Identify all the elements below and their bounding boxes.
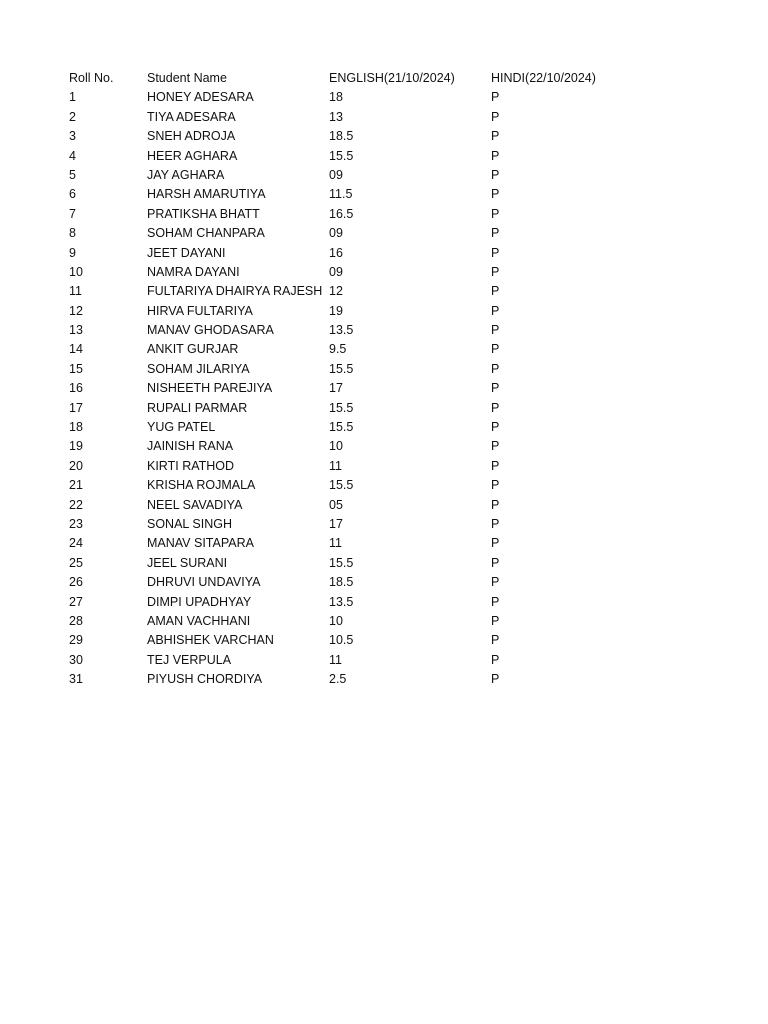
english-mark-cell: 18.5 (329, 129, 354, 144)
hindi-status-cell: P (491, 342, 500, 357)
english-mark-cell: 13 (329, 109, 343, 124)
english-mark-cell: 10.5 (329, 633, 354, 648)
english-mark-cell: 12 (329, 284, 343, 299)
header-student-name: Student Name (147, 71, 227, 85)
english-mark-cell: 11 (329, 458, 342, 473)
english-mark-cell: 15.5 (329, 478, 354, 493)
roll-no-cell: 25 (69, 555, 83, 570)
english-mark-cell: 18 (329, 90, 343, 105)
header-roll-no: Roll No. (69, 71, 114, 85)
student-name-cell: SOHAM CHANPARA (147, 226, 265, 241)
hindi-status-cell: P (491, 245, 500, 260)
student-name-cell: JAY AGHARA (147, 167, 225, 182)
english-mark-cell: 17 (329, 381, 343, 396)
english-mark-cell: 13.5 (329, 594, 354, 609)
hindi-status-cell: P (491, 226, 500, 241)
english-mark-cell: 05 (329, 497, 343, 512)
english-mark-cell: 19 (329, 303, 343, 318)
student-name-cell: HARSH AMARUTIYA (147, 187, 266, 202)
hindi-status-cell: P (491, 672, 500, 687)
english-mark-cell: 15.5 (329, 148, 354, 163)
student-name-cell: NEEL SAVADIYA (147, 497, 243, 512)
roll-no-cell: 28 (69, 613, 83, 628)
roll-no-cell: 31 (69, 672, 83, 687)
hindi-status-cell: P (491, 400, 500, 415)
hindi-status-cell: P (491, 148, 500, 163)
roll-no-cell: 15 (69, 361, 83, 376)
english-mark-cell: 2.5 (329, 672, 347, 687)
english-mark-cell: 11.5 (329, 187, 353, 202)
student-name-cell: YUG PATEL (147, 420, 216, 435)
student-name-cell: SOHAM JILARIYA (147, 361, 250, 376)
student-name-cell: MANAV SITAPARA (147, 536, 254, 551)
english-mark-cell: 11 (329, 652, 342, 667)
hindi-status-cell: P (491, 575, 500, 590)
roll-no-cell: 11 (69, 284, 82, 299)
english-mark-cell: 15.5 (329, 555, 354, 570)
header-english: ENGLISH(21/10/2024) (329, 71, 455, 85)
hindi-status-cell: P (491, 303, 500, 318)
hindi-status-cell: P (491, 284, 500, 299)
english-mark-cell: 15.5 (329, 361, 354, 376)
roll-no-cell: 16 (69, 381, 83, 396)
hindi-status-cell: P (491, 458, 500, 473)
student-name-cell: RUPALI PARMAR (147, 400, 248, 415)
roll-no-cell: 3 (69, 129, 76, 144)
hindi-status-cell: P (491, 497, 500, 512)
roll-no-cell: 30 (69, 652, 83, 667)
hindi-status-cell: P (491, 652, 500, 667)
roll-no-cell: 14 (69, 342, 83, 357)
student-name-cell: ABHISHEK VARCHAN (147, 633, 274, 648)
student-name-cell: DIMPI UPADHYAY (147, 594, 252, 609)
roll-no-cell: 20 (69, 458, 83, 473)
roll-no-cell: 26 (69, 575, 83, 590)
roll-no-cell: 10 (69, 264, 83, 279)
hindi-status-cell: P (491, 516, 500, 531)
hindi-status-cell: P (491, 536, 500, 551)
english-mark-cell: 15.5 (329, 400, 354, 415)
student-name-cell: AMAN VACHHANI (147, 613, 251, 628)
student-name-cell: HIRVA FULTARIYA (147, 303, 253, 318)
student-name-cell: SONAL SINGH (147, 516, 232, 531)
student-name-cell: DHRUVI UNDAVIYA (147, 575, 261, 590)
hindi-status-cell: P (491, 90, 500, 105)
english-mark-cell: 15.5 (329, 420, 354, 435)
student-name-cell: ANKIT GURJAR (147, 342, 239, 357)
roll-no-cell: 6 (69, 187, 76, 202)
student-name-cell: SNEH ADROJA (147, 129, 236, 144)
roll-no-cell: 19 (69, 439, 83, 454)
student-name-cell: FULTARIYA DHAIRYA RAJESH (147, 284, 323, 299)
english-mark-cell: 11 (329, 536, 342, 551)
roll-no-cell: 5 (69, 167, 76, 182)
hindi-status-cell: P (491, 420, 500, 435)
student-name-cell: JEEL SURANI (147, 555, 228, 570)
hindi-status-cell: P (491, 129, 500, 144)
roll-no-cell: 21 (69, 478, 83, 493)
hindi-status-cell: P (491, 109, 500, 124)
english-mark-cell: 09 (329, 226, 343, 241)
roll-no-cell: 29 (69, 633, 83, 648)
student-name-cell: JEET DAYANI (147, 245, 226, 260)
roll-no-cell: 17 (69, 400, 83, 415)
student-name-cell: PRATIKSHA BHATT (147, 206, 260, 221)
roll-no-cell: 9 (69, 245, 76, 260)
student-name-cell: KRISHA ROJMALA (147, 478, 256, 493)
hindi-status-cell: P (491, 187, 500, 202)
english-mark-cell: 13.5 (329, 323, 354, 338)
hindi-status-cell: P (491, 633, 500, 648)
english-mark-cell: 16 (329, 245, 343, 260)
roll-no-cell: 2 (69, 109, 76, 124)
roll-no-cell: 1 (69, 90, 76, 105)
english-mark-cell: 10 (329, 439, 343, 454)
english-mark-cell: 9.5 (329, 342, 347, 357)
student-name-cell: NISHEETH PAREJIYA (147, 381, 273, 396)
student-name-cell: HONEY ADESARA (147, 90, 254, 105)
student-name-cell: KIRTI RATHOD (147, 458, 235, 473)
english-mark-cell: 16.5 (329, 206, 354, 221)
student-name-cell: JAINISH RANA (147, 439, 234, 454)
hindi-status-cell: P (491, 478, 500, 493)
english-mark-cell: 10 (329, 613, 343, 628)
hindi-status-cell: P (491, 361, 500, 376)
roll-no-cell: 23 (69, 516, 83, 531)
roll-no-cell: 4 (69, 148, 76, 163)
student-name-cell: PIYUSH CHORDIYA (147, 672, 263, 687)
english-mark-cell: 17 (329, 516, 343, 531)
roll-no-cell: 24 (69, 536, 83, 551)
roll-no-cell: 12 (69, 303, 83, 318)
english-mark-cell: 09 (329, 264, 343, 279)
hindi-status-cell: P (491, 167, 500, 182)
roll-no-cell: 8 (69, 226, 76, 241)
english-mark-cell: 18.5 (329, 575, 354, 590)
hindi-status-cell: P (491, 206, 500, 221)
student-name-cell: TIYA ADESARA (147, 109, 236, 124)
hindi-status-cell: P (491, 264, 500, 279)
hindi-status-cell: P (491, 555, 500, 570)
header-hindi: HINDI(22/10/2024) (491, 71, 596, 85)
roll-no-cell: 18 (69, 420, 83, 435)
roll-no-cell: 13 (69, 323, 83, 338)
hindi-status-cell: P (491, 439, 500, 454)
hindi-status-cell: P (491, 323, 500, 338)
student-name-cell: NAMRA DAYANI (147, 264, 240, 279)
student-name-cell: HEER AGHARA (147, 148, 238, 163)
hindi-status-cell: P (491, 613, 500, 628)
hindi-status-cell: P (491, 594, 500, 609)
roll-no-cell: 7 (69, 206, 76, 221)
student-name-cell: TEJ VERPULA (147, 652, 232, 667)
hindi-status-cell: P (491, 381, 500, 396)
student-name-cell: MANAV GHODASARA (147, 323, 274, 338)
roll-no-cell: 22 (69, 497, 83, 512)
english-mark-cell: 09 (329, 167, 343, 182)
roll-no-cell: 27 (69, 594, 83, 609)
